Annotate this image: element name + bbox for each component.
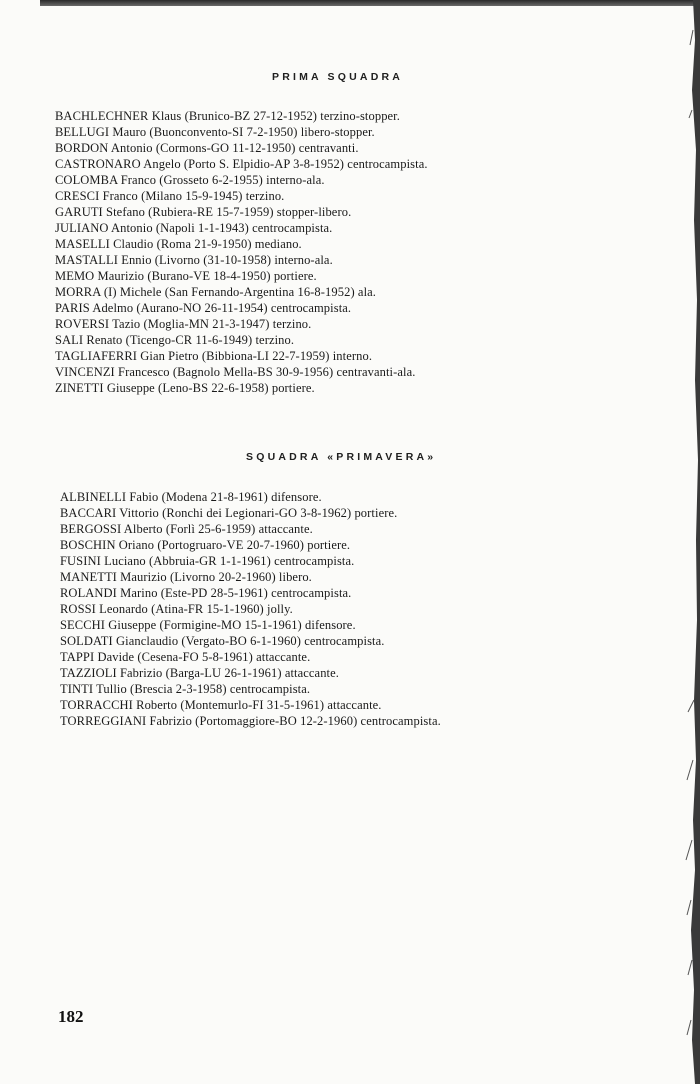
player-entry: TAZZIOLI Fabrizio (Barga-LU 26-1-1961) attaccante.: [60, 666, 340, 680]
player-entry: SECCHI Giuseppe (Formigine-MO 15-1-1961) difensore.: [60, 618, 356, 632]
player-entry: BORDON Antonio (Cormons-GO 11-12-1950) centravanti.: [55, 141, 359, 155]
player-entry: ALBINELLI Fabio (Modena 21-8-1961) difensore.: [60, 490, 322, 504]
player-entry: TORREGGIANI Fabrizio (Portomaggiore-BO 12-2-1960) centrocampista.: [60, 714, 441, 728]
player-entry: BOSCHIN Oriano (Portogruaro-VE 20-7-1960) portiere.: [60, 538, 351, 552]
prima-squadra-roster: [55, 108, 428, 396]
player-entry: CRESCI Franco (Milano 15-9-1945) terzino.: [55, 189, 285, 203]
section-title-prima-squadra: PRIMA SQUADRA: [272, 71, 404, 83]
player-entry: BACCARI Vittorio (Ronchi dei Legionari-GO 3-8-1962) portiere.: [60, 506, 398, 520]
player-entry: GARUTI Stefano (Rubiera-RE 15-7-1959) stopper-libero.: [55, 205, 352, 219]
player-entry: MANETTI Maurizio (Livorno 20-2-1960) libero.: [60, 570, 312, 584]
player-entry: ROVERSI Tazio (Moglia-MN 21-3-1947) terzino.: [55, 317, 312, 331]
player-entry: SOLDATI Gianclaudio (Vergato-BO 6-1-1960) centrocampista.: [60, 634, 385, 648]
player-entry: ROSSI Leonardo (Atina-FR 15-1-1960) jolly.: [60, 602, 293, 616]
player-entry: TINTI Tullio (Brescia 2-3-1958) centrocampista.: [60, 682, 311, 696]
player-entry: MORRA (I) Michele (San Fernando-Argentina 16-8-1952) ala.: [55, 285, 377, 299]
player-entry: ZINETTI Giuseppe (Leno-BS 22-6-1958) portiere.: [55, 381, 315, 395]
player-entry: COLOMBA Franco (Grosseto 6-2-1955) interno-ala.: [55, 173, 325, 187]
player-entry: TORRACCHI Roberto (Montemurlo-FI 31-5-1961) attaccante.: [60, 698, 382, 712]
player-entry: TAPPI Davide (Cesena-FO 5-8-1961) attaccante.: [60, 650, 311, 664]
player-entry: BELLUGI Mauro (Buonconvento-SI 7-2-1950) libero-stopper.: [55, 125, 375, 139]
player-entry: CASTRONARO Angelo (Porto S. Elpidio-AP 3-8-1952) centrocampista.: [55, 157, 428, 171]
page-number: 182: [58, 1007, 84, 1026]
scan-right-edge: [684, 0, 700, 1084]
player-entry: ROLANDI Marino (Este-PD 28-5-1961) centrocampista.: [60, 586, 352, 600]
player-entry: SALI Renato (Ticengo-CR 11-6-1949) terzino.: [55, 333, 295, 347]
player-entry: VINCENZI Francesco (Bagnolo Mella-BS 30-9-1956) centravanti-ala.: [55, 365, 416, 379]
player-entry: MASELLI Claudio (Roma 21-9-1950) mediano.: [55, 237, 302, 251]
player-entry: PARIS Adelmo (Aurano-NO 26-11-1954) centrocampista.: [55, 301, 352, 315]
player-entry: JULIANO Antonio (Napoli 1-1-1943) centrocampista.: [55, 221, 333, 235]
player-entry: BERGOSSI Alberto (Forlì 25-6-1959) attaccante.: [60, 522, 313, 536]
player-entry: FUSINI Luciano (Abbruia-GR 1-1-1961) centrocampista.: [60, 554, 355, 568]
player-entry: MASTALLI Ennio (Livorno (31-10-1958) interno-ala.: [55, 253, 333, 267]
player-entry: TAGLIAFERRI Gian Pietro (Bibbiona-LI 22-7-1959) interno.: [55, 349, 373, 363]
primavera-roster: [60, 489, 441, 729]
player-entry: BACHLECHNER Klaus (Brunico-BZ 27-12-1952) terzino-stopper.: [55, 109, 400, 123]
scan-top-edge: [40, 0, 700, 6]
section-title-squadra-primavera: SQUADRA «PRIMAVERA»: [246, 451, 437, 463]
player-entry: MEMO Maurizio (Burano-VE 18-4-1950) portiere.: [55, 269, 317, 283]
